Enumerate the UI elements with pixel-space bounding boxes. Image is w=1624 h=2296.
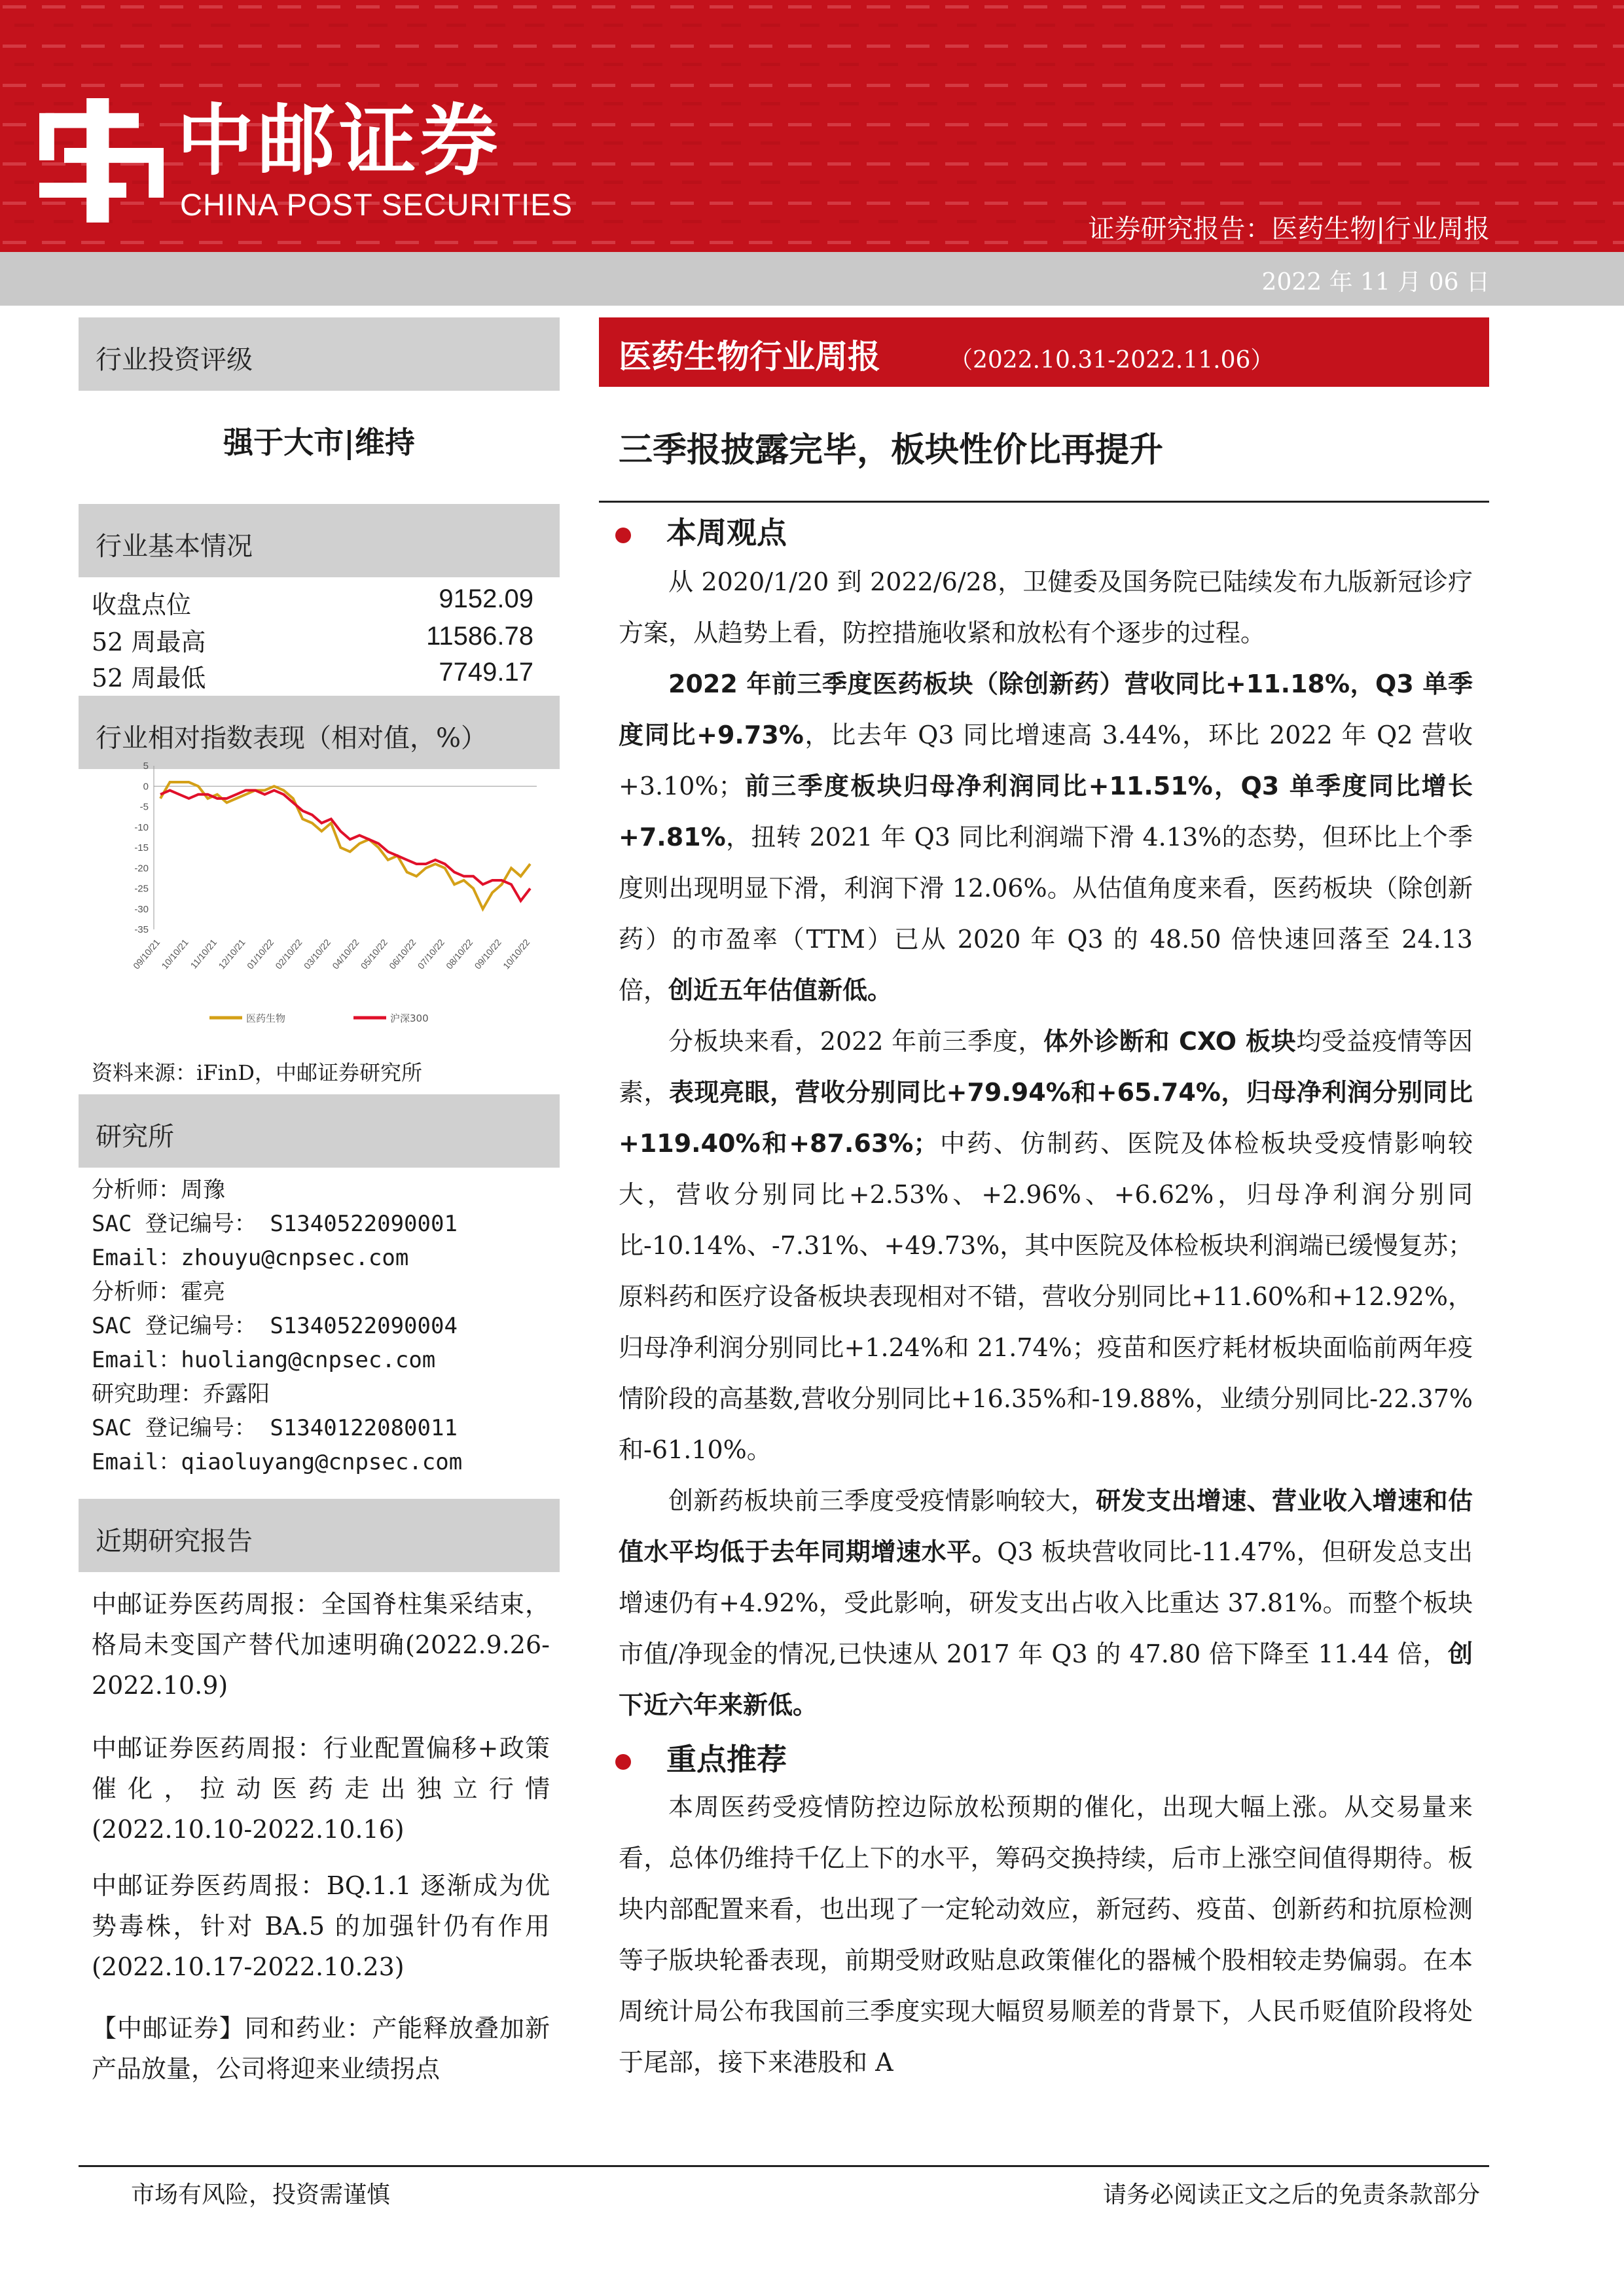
y-tick-label: -35 bbox=[134, 924, 149, 935]
basic-key: 收盘点位 bbox=[92, 590, 192, 619]
y-tick-label: 0 bbox=[143, 781, 149, 793]
y-tick-label: -15 bbox=[134, 842, 149, 853]
x-tick-label: 10/10/21 bbox=[159, 937, 190, 971]
chart-legend bbox=[209, 1013, 429, 1024]
x-tick-label: 10/10/22 bbox=[501, 937, 532, 971]
paragraph-5: 本周医药受疫情防控边际放松预期的催化，出现大幅上涨。从交易量来看，总体仍维持千亿上下的水平，筹码交换持续，后市上涨空间值得期待。板块内部配置来看，也出现了一定轮动效应，新冠药、疫苗、创新药和抗原检测等子版块轮番表现，前期受财政贴息政策催化的器械个股相较走势偏弱。在本周统计局公布我国前三季度实现大幅贸易顺差的背景下，人民币贬值阶段将处于尾部，接下来港股和 A bbox=[619, 1793, 1473, 2077]
china-post-logo-icon bbox=[39, 98, 164, 223]
bold-text: 2022 年前三季度医药板块（除创新药）营收同比+11.18%，Q3 单季度同比+9.73% bbox=[619, 670, 1473, 749]
basic-info-label: 行业基本情况 bbox=[96, 531, 253, 562]
body-text: 创新药板块前三季度受疫情影响较大， bbox=[668, 1486, 1096, 1515]
basic-value: 11586.78 bbox=[426, 622, 533, 651]
analyst-line: Email：zhouyu@cnpsec.com bbox=[92, 1245, 409, 1271]
research-label-box bbox=[79, 1094, 560, 1168]
legend-label: 医药生物 bbox=[246, 1013, 286, 1024]
brand-name-en: CHINA POST SECURITIES bbox=[180, 187, 573, 222]
bullet-dot-icon bbox=[615, 528, 631, 543]
x-tick-label: 08/10/22 bbox=[444, 937, 475, 971]
report-date: 2022 年 11 月 06 日 bbox=[1261, 269, 1490, 296]
analyst-line: 分析师：周豫 bbox=[92, 1177, 225, 1203]
body-text: ，比去年 Q3 同比增速高 3.44%，环比 2022 年 Q2 营收+3.10%； bbox=[619, 721, 1473, 800]
headline: 三季报披露完毕，板块性价比再提升 bbox=[619, 431, 1164, 470]
chart-x-axis bbox=[131, 937, 532, 971]
rating-label: 行业投资评级 bbox=[96, 345, 253, 375]
y-tick-label: -10 bbox=[134, 821, 149, 833]
basic-key: 52 周最低 bbox=[92, 664, 206, 692]
bullet-dot-icon bbox=[615, 1754, 631, 1770]
x-tick-label: 11/10/21 bbox=[188, 937, 219, 971]
basic-value: 7749.17 bbox=[439, 658, 533, 687]
y-tick-label: 5 bbox=[143, 761, 149, 772]
chart-source: 资料来源：iFinD，中邮证券研究所 bbox=[92, 1060, 422, 1085]
body-text: ，扭转 2021 年 Q3 同比利润端下滑 4.13%的态势，但环比上个季度则出现明显下滑，利润下滑 12.06%。从估值角度来看，医药板块（除创新药）的市盈率（TTM）已从 2020 年 Q3 的 48.50 倍快速回落至 24.13 倍， bbox=[619, 823, 1473, 1005]
report-period: （2022.10.31-2022.11.06） bbox=[949, 347, 1274, 374]
recent-report-1[interactable]: 中邮证券医药周报：全国脊柱集采结束，格局未变国产替代加速明确(2022.9.26-2022.10.9) bbox=[92, 1590, 550, 1700]
recent-label: 近期研究报告 bbox=[96, 1526, 253, 1556]
basic-value: 9152.09 bbox=[439, 584, 533, 613]
x-tick-label: 01/10/22 bbox=[244, 937, 276, 971]
x-tick-label: 09/10/21 bbox=[131, 937, 162, 971]
rating-value: 强于大市|维持 bbox=[223, 425, 415, 460]
footer-risk: 市场有风险，投资需谨慎 bbox=[131, 2181, 391, 2208]
recent-label-box bbox=[79, 1499, 560, 1572]
bold-text: 创近五年估值新低。 bbox=[668, 976, 893, 1005]
bold-text: 表现亮眼，营收分别同比+79.94%和+65.74%，归母净利润分别同比+119.40%和+87.63%； bbox=[619, 1078, 1473, 1158]
analyst-line: SAC 登记编号： S1340522090004 bbox=[92, 1313, 458, 1339]
section-views bbox=[615, 509, 787, 552]
x-tick-label: 03/10/22 bbox=[301, 937, 333, 971]
paragraph-4 bbox=[619, 1475, 1473, 1731]
paragraph-3 bbox=[619, 1016, 1473, 1475]
y-tick-label: -20 bbox=[134, 863, 149, 874]
basic-row-close bbox=[92, 584, 533, 621]
analyst-line: Email：qiaoluyang@cnpsec.com bbox=[92, 1449, 463, 1475]
x-tick-label: 09/10/22 bbox=[472, 937, 503, 971]
report-title: 医药生物行业周报 bbox=[619, 338, 880, 376]
x-tick-label: 07/10/22 bbox=[415, 937, 446, 971]
section-title: 本周观点 bbox=[666, 515, 787, 550]
rating-label-box bbox=[79, 317, 560, 391]
report-type: 证券研究报告：医药生物|行业周报 bbox=[1088, 214, 1490, 244]
body-text: Q3 板块营收同比-11.47%，但研发总支出增速仍有+4.92%，受此影响，研发支出占收入比重达 37.81%。而整个板块市值/净现金的情况,已快速从 2017 年 Q3 的 47.80 倍下降至 11.44 倍， bbox=[619, 1537, 1473, 1668]
recent-report-2[interactable]: 中邮证券医药周报：行业配置偏移+政策催化，拉动医药走出独立行情(2022.10.10-2022.10.16) bbox=[92, 1734, 550, 1844]
bold-text: 创下近六年来新低。 bbox=[619, 1640, 1473, 1719]
basic-key: 52 周最高 bbox=[92, 628, 206, 656]
body-text: 分板块来看，2022 年前三季度， bbox=[668, 1027, 1043, 1056]
y-tick-label: -30 bbox=[134, 903, 149, 915]
series-line-1 bbox=[160, 791, 530, 901]
footer-rule bbox=[79, 2165, 1489, 2167]
paragraph-1: 从 2020/1/20 到 2022/6/28，卫健委及国务院已陆续发布九版新冠诊疗方案，从趋势上看，防控措施收紧和放松有个逐步的过程。 bbox=[619, 567, 1473, 647]
perf-label: 行业相对指数表现（相对值，%） bbox=[96, 723, 488, 753]
analyst-line: SAC 登记编号： S1340522090001 bbox=[92, 1211, 458, 1237]
analyst-line: SAC 登记编号： S1340122080011 bbox=[92, 1415, 458, 1441]
basic-row-high bbox=[92, 622, 533, 658]
chart-y-axis bbox=[134, 761, 149, 935]
body-text: 中药、仿制药、医院及体检板块受疫情影响较大，营收分别同比+2.53%、+2.96%、+6.62%，归母净利润分别同比-10.14%、-7.31%、+49.73%，其中医院及体检板块利润端已缓慢复苏；原料药和医疗设备板块表现相对不错，营收分别同比+11.60%和+12.92%，归母净利润分别同比+1.24%和 21.74%；疫苗和医疗耗材板块面临前两年疫情阶段的高基数,营收分别同比+16.35%和-19.88%，业绩分别同比-22.37%和-61.10%。 bbox=[619, 1129, 1473, 1464]
bold-text: 前三季度板块归母净利润同比+11.51%，Q3 单季度同比增长+7.81% bbox=[619, 772, 1473, 852]
body-text: 均受益疫情等因素， bbox=[619, 1027, 1473, 1107]
y-tick-label: -5 bbox=[139, 801, 149, 813]
analyst-line: 分析师：霍亮 bbox=[92, 1279, 225, 1305]
x-tick-label: 12/10/21 bbox=[216, 937, 247, 971]
analyst-line: 研究助理：乔露阳 bbox=[92, 1381, 270, 1407]
recent-report-4[interactable]: 【中邮证券】同和药业：产能释放叠加新产品放量，公司将迎来业绩拐点 bbox=[92, 2014, 550, 2083]
bold-text: 研发支出增速、营业收入增速和估值水平均低于去年同期增速水平。 bbox=[619, 1486, 1473, 1566]
bold-text: 体外诊断和 CXO 板块 bbox=[1043, 1027, 1297, 1056]
analyst-line: Email：huoliang@cnpsec.com bbox=[92, 1347, 436, 1373]
relative-index-chart bbox=[79, 753, 560, 1041]
x-tick-label: 04/10/22 bbox=[330, 937, 361, 971]
recent-report-3[interactable]: 中邮证券医药周报：BQ.1.1 逐渐成为优势毒株，针对 BA.5 的加强针仍有作用(2022.10.17-2022.10.23) bbox=[92, 1871, 550, 1981]
brand-name-cn: 中邮证券 bbox=[177, 96, 502, 186]
basic-row-low bbox=[92, 658, 533, 694]
legend-label: 沪深300 bbox=[390, 1013, 429, 1024]
chart-series-lines bbox=[160, 782, 530, 909]
x-tick-label: 02/10/22 bbox=[273, 937, 304, 971]
research-label: 研究所 bbox=[96, 1122, 174, 1152]
section-recommend bbox=[615, 1736, 787, 1779]
divider bbox=[599, 501, 1489, 503]
footer-disclaimer: 请务必阅读正文之后的免责条款部分 bbox=[1102, 2181, 1480, 2208]
section-title: 重点推荐 bbox=[666, 1742, 787, 1777]
paragraph-2 bbox=[619, 658, 1473, 1016]
chart-axis-line bbox=[154, 766, 537, 929]
series-line-0 bbox=[160, 782, 530, 909]
y-tick-label: -25 bbox=[134, 883, 149, 895]
basic-info-box bbox=[79, 504, 560, 577]
x-tick-label: 05/10/22 bbox=[358, 937, 389, 971]
x-tick-label: 06/10/22 bbox=[387, 937, 418, 971]
